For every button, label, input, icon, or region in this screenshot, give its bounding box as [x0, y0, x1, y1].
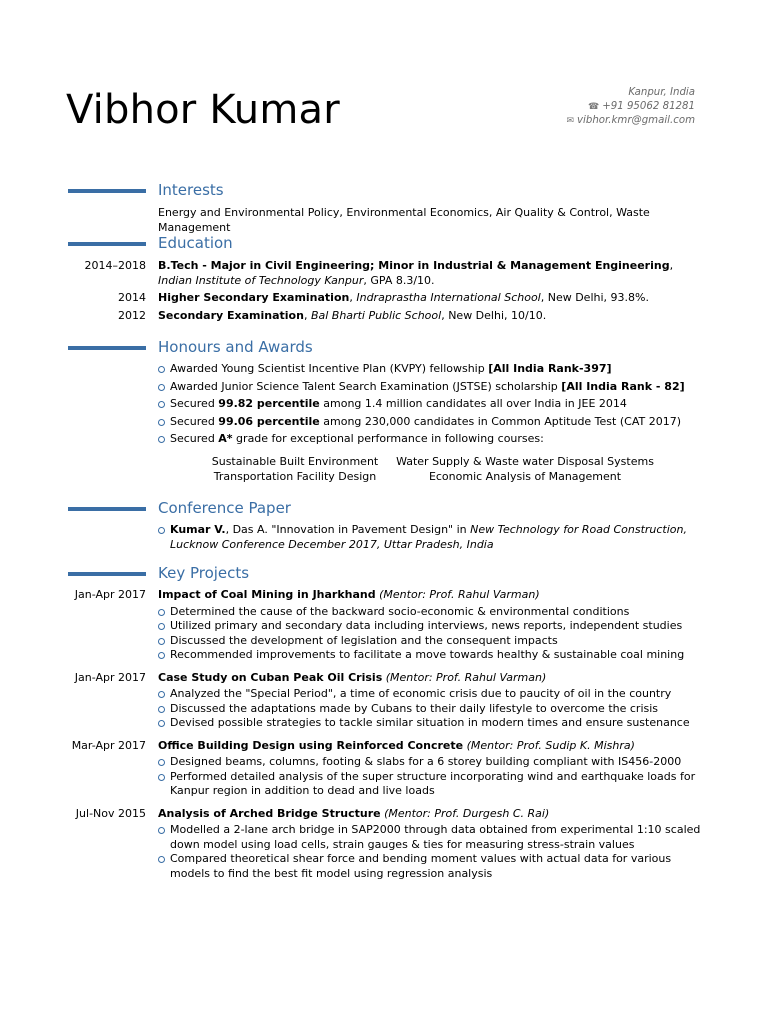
project-entry [0, 588, 768, 603]
course-name: Water Supply & Waste water Disposal Systems [396, 454, 654, 468]
project-title: Case Study on Cuban Peak Oil Crisis [158, 670, 383, 684]
entry-body: B.Tech - Major in Civil Engineering; Minor in Industrial & Management Engineering, Indian Institute of Technology Kanpur, GPA 8.3/10. [158, 259, 674, 287]
honours-section [0, 337, 768, 484]
entry-body: Higher Secondary Examination, Indraprastha International School, New Delhi, 93.8%. [158, 291, 649, 304]
honours-list [0, 362, 768, 447]
education-entry [0, 309, 768, 324]
bullet-icon [158, 366, 165, 373]
list-item: Awarded Junior Science Talent Search Examination (JSTSE) scholarship [All India Rank - 82] [158, 380, 703, 395]
project-points [0, 755, 768, 799]
section-title: Conference Paper [158, 499, 291, 517]
section-title: Interests [158, 181, 224, 199]
section-rule [68, 572, 146, 576]
project-points [0, 823, 768, 881]
section-header [0, 337, 768, 359]
list-item: Modelled a 2-lane arch bridge in SAP2000 through data obtained from experimental 1:10 scaled down model using load cells, strain gauges & ties for measuring stress-strain values [158, 823, 703, 852]
section-rule [68, 242, 146, 246]
project-heading [158, 588, 703, 603]
entry-date: 2014–2018 [84, 259, 146, 272]
bullet-icon [158, 419, 165, 426]
section-rule [68, 346, 146, 350]
project-entry [0, 739, 768, 754]
entry-date: Mar-Apr 2017 [71, 738, 146, 752]
section-header [0, 233, 768, 255]
bullet-icon [158, 827, 165, 834]
project-mentor: (Mentor: Prof. Rahul Varman) [379, 588, 540, 601]
section-title: Honours and Awards [158, 338, 313, 356]
projects-section [0, 563, 768, 881]
bullet-icon [158, 638, 165, 645]
education-section [0, 233, 768, 323]
entry-date: 2012 [118, 308, 146, 322]
entry-date: Jan-Apr 2017 [74, 588, 146, 601]
interests-text: Energy and Environmental Policy, Environmental Economics, Air Quality & Control, Waste Management [158, 206, 650, 234]
section-title: Education [158, 234, 233, 252]
list-item: Utilized primary and secondary data including interviews, news reports, independent studies [158, 619, 703, 634]
education-entry [0, 291, 768, 306]
course-name: Sustainable Built Environment [211, 454, 379, 468]
bullet-icon [158, 774, 165, 781]
entry-detail: , GPA 8.3/10. [363, 273, 435, 287]
bullet-icon [158, 759, 165, 766]
list-item: Recommended improvements to facilitate a move towards healthy & sustainable coal mining [158, 648, 703, 663]
section-rule [68, 507, 146, 511]
degree-title: Higher Secondary Examination [158, 291, 350, 304]
project-heading [158, 807, 703, 822]
interests-row [0, 206, 768, 235]
bullet-icon [158, 527, 165, 534]
entry-date: Jan-Apr 2017 [74, 670, 146, 684]
project-mentor: (Mentor: Prof. Rahul Varman) [385, 670, 547, 684]
candidate-name: Vibhor Kumar [66, 87, 340, 133]
project-points [0, 687, 768, 731]
institute-name: Indian Institute of Technology Kanpur [158, 273, 364, 287]
phone-text: +91 95062 81281 [602, 101, 695, 112]
bullet-icon [158, 609, 165, 616]
bullet-icon [158, 436, 165, 443]
bullet-icon [158, 384, 165, 391]
courses-table [200, 454, 670, 484]
section-title: Key Projects [158, 564, 250, 582]
list-item: Performed detailed analysis of the super structure incorporating wind and earthquake loads for Kanpur region in addition to dead and live loads [158, 770, 703, 799]
list-item: Secured A* grade for exceptional performance in following courses: [158, 432, 703, 447]
entry-detail: , New Delhi, 10/10. [441, 308, 547, 322]
contact-block [566, 86, 695, 128]
list-item: Designed beams, columns, footing & slabs for a 6 storey building compliant with IS456-2000 [158, 755, 703, 770]
bullet-icon [158, 401, 165, 408]
email-line[interactable] [566, 114, 695, 128]
entry-date: 2014 [118, 291, 146, 304]
section-rule [68, 189, 146, 193]
author-name: Kumar V. [170, 523, 226, 536]
list-item: Devised possible strategies to tackle similar situation in modern times and ensure sustenance [158, 716, 703, 731]
course-name: Economic Analysis of Management [428, 469, 622, 483]
phone-icon: ☎ [587, 102, 600, 112]
mail-icon: ✉ [566, 116, 574, 126]
list-item: Kumar V., Das A. "Innovation in Pavement Design" in New Technology for Road Construction, Lucknow Conference December 2017, Uttar Pradesh, India [158, 523, 703, 552]
courses-row [200, 469, 670, 484]
entry-detail: , New Delhi, 93.8%. [540, 291, 649, 304]
project-title: Office Building Design using Reinforced Concrete [158, 738, 464, 752]
bullet-icon [158, 720, 165, 727]
project-points [0, 605, 768, 663]
institute-name: Bal Bharti Public School [310, 308, 442, 322]
courses-row [200, 454, 670, 469]
list-item: Analyzed the "Special Period", a time of economic crisis due to paucity of oil in the country [158, 687, 703, 702]
entry-body: Secondary Examination, Bal Bharti Public School, New Delhi, 10/10. [158, 308, 547, 322]
section-header [0, 563, 768, 585]
conference-list [0, 523, 768, 552]
project-heading [158, 671, 703, 686]
project-heading [158, 739, 703, 754]
degree-title: B.Tech - Major in Civil Engineering; Minor in Industrial & Management Engineering [158, 259, 670, 272]
bullet-icon [158, 856, 165, 863]
section-header [0, 180, 768, 202]
project-mentor: (Mentor: Prof. Sudip K. Mishra) [466, 738, 635, 752]
interests-section [0, 180, 768, 235]
list-item: Compared theoretical shear force and bending moment values with actual data for various models to find the best fit model using regression analysis [158, 852, 703, 881]
venue-text: New Technology for Road Construction, Lucknow Conference December 2017, Uttar Pradesh, India [170, 523, 688, 551]
conference-section [0, 498, 768, 552]
email-link[interactable]: vibhor.kmr@gmail.com [577, 115, 695, 126]
section-header [0, 498, 768, 520]
list-item: Determined the cause of the backward socio-economic & environmental conditions [158, 605, 703, 620]
list-item: Secured 99.82 percentile among 1.4 million candidates all over India in JEE 2014 [158, 397, 703, 412]
degree-title: Secondary Examination [158, 308, 304, 322]
project-title: Analysis of Arched Bridge Structure [158, 806, 381, 820]
project-title: Impact of Coal Mining in Jharkhand [158, 588, 376, 601]
entry-date: Jul-Nov 2015 [75, 806, 146, 820]
bullet-icon [158, 691, 165, 698]
bullet-icon [158, 652, 165, 659]
location-text: Kanpur, India [628, 87, 695, 98]
institute-name: Indraprastha International School [356, 291, 541, 304]
project-entry [0, 807, 768, 822]
bullet-icon [158, 706, 165, 713]
bullet-icon [158, 623, 165, 630]
list-item: Secured 99.06 percentile among 230,000 candidates in Common Aptitude Test (CAT 2017) [158, 415, 703, 430]
course-name: Transportation Facility Design [213, 469, 377, 483]
list-item: Awarded Young Scientist Incentive Plan (KVPY) fellowship [All India Rank-397] [158, 362, 703, 377]
list-item: Discussed the development of legislation and the consequent impacts [158, 634, 703, 649]
project-mentor: (Mentor: Prof. Durgesh C. Rai) [384, 806, 550, 820]
education-entry [0, 259, 768, 288]
project-entry [0, 671, 768, 686]
phone-line [566, 100, 695, 114]
list-item: Discussed the adaptations made by Cubans to their daily lifestyle to overcome the crisis [158, 702, 703, 717]
